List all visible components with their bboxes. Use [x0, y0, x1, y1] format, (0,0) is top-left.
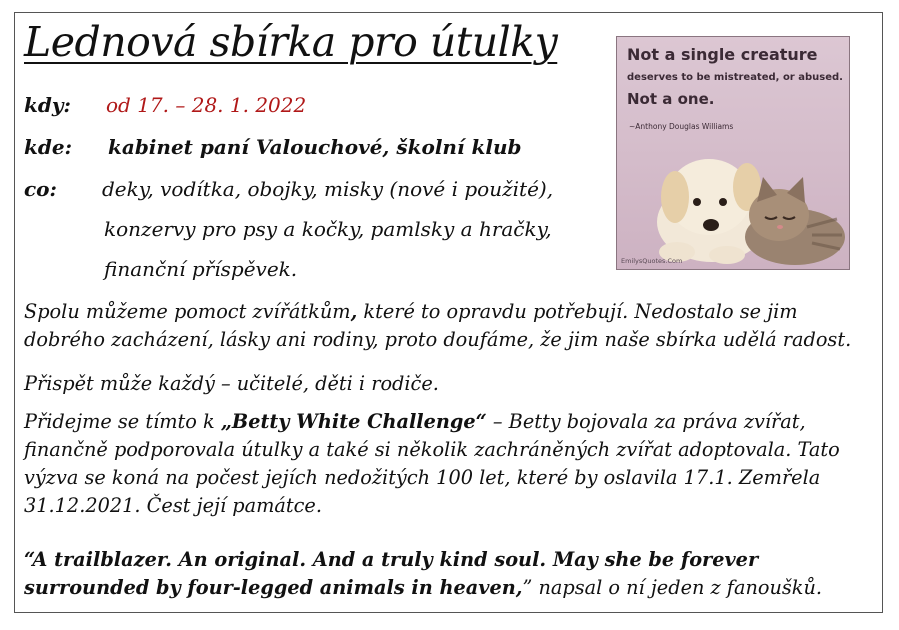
what-line-1: deky, vodítka, obojky, misky (nové i použité),	[102, 177, 554, 201]
poster-quote-line-1: Not a single creature	[627, 45, 818, 64]
paragraph-help-end: které to opravdu potřebují. Nedostalo se jim dobrého zacházení, lásky ani rodiny, proto doufáme, že jim naše sbírka udělá radost.	[24, 300, 852, 351]
what-line-3: finanční příspěvek.	[104, 257, 298, 281]
poster-author: ~Anthony Douglas Williams	[629, 122, 734, 131]
fan-quote-attribution: ” napsal o ní jeden z fanoušků.	[522, 576, 823, 599]
paragraph-help-comma: ,	[350, 300, 358, 323]
when-label: kdy:	[24, 93, 71, 117]
fan-quote-text: “A trailblazer. An original. And a truly kind soul. May she be forever surrounded by four-legged animals in heaven,	[24, 548, 759, 599]
poster-quote-line-3: Not a one.	[627, 90, 715, 108]
where-label: kde:	[24, 135, 72, 159]
fan-quote	[24, 546, 874, 602]
paragraph-betty-white	[24, 408, 874, 520]
where-value: kabinet paní Valouchové, školní klub	[108, 135, 522, 159]
quote-poster-image	[616, 36, 850, 270]
what-line-2: konzervy pro psy a kočky, pamlsky a hračky,	[104, 217, 552, 241]
paragraph-help	[24, 298, 874, 354]
paragraph-everyone: Přispět může každý – učitelé, děti i rodiče.	[24, 372, 439, 395]
betty-intro: Přidejme se tímto k	[24, 410, 221, 433]
betty-challenge-name: „Betty White Challenge“	[220, 410, 487, 433]
what-label: co:	[24, 177, 57, 201]
page-title: Lednová sbírka pro útulky	[24, 18, 558, 66]
poster-watermark: EmilysQuotes.Com	[621, 257, 683, 265]
betty-description: – Betty bojovala za práva zvířat, finančně podporovala útulky a také si několik zachráněných zvířat adoptovala. Tato výzva se koná na počest jejích nedožitých 100 let, které by oslavila 17.1. Zemřela 31.12.2021. Čest její památce.	[24, 410, 840, 517]
poster-quote-line-2: deserves to be mistreated, or abused.	[627, 72, 843, 83]
when-value: od 17. – 28. 1. 2022	[106, 93, 307, 117]
paragraph-help-start: Spolu můžeme pomoct zvířátkům	[24, 300, 351, 323]
